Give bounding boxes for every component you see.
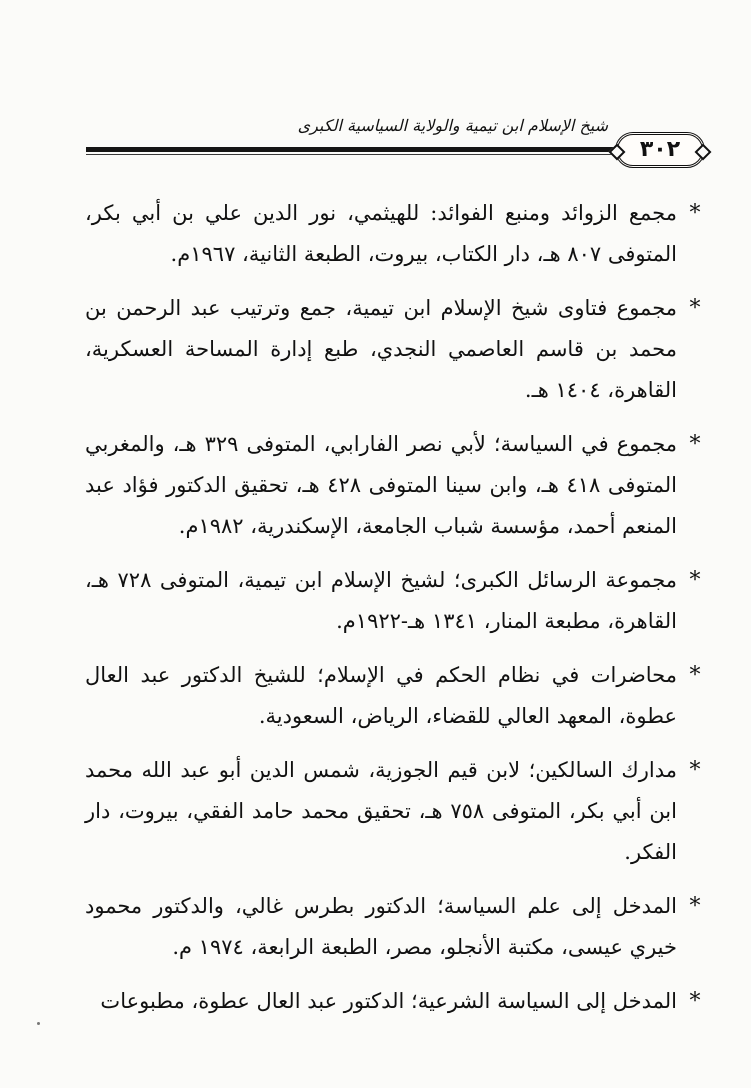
asterisk-icon: * <box>689 989 701 1014</box>
entry-text: مدارك السالكين؛ لابن قيم الجوزية، شمس الدين أبو عبد الله محمد ابن أبي بكر، المتوفى ٧٥٨ هـ، تحقيق محمد حامد الفقي، بيروت، دار الفكر. <box>85 758 677 864</box>
entry-text: مجموع فتاوى شيخ الإسلام ابن تيمية، جمع وترتيب عبد الرحمن بن محمد بن قاسم العاصمي النجدي، طبع إدارة المساحة العسكرية، القاهرة، ١٤٠٤ هـ. <box>85 296 677 402</box>
entry-text: محاضرات في نظام الحكم في الإسلام؛ للشيخ الدكتور عبد العال عطوة، المعهد العالي للقضاء، الرياض، السعودية. <box>85 663 677 728</box>
asterisk-icon: * <box>689 663 701 688</box>
bibliography-entry <box>85 750 705 873</box>
asterisk-icon: * <box>689 758 701 783</box>
running-header <box>86 108 713 178</box>
bibliography-list <box>85 193 705 1035</box>
bibliography-entry <box>85 560 705 642</box>
entry-text: مجموعة الرسائل الكبرى؛ لشيخ الإسلام ابن تيمية، المتوفى ٧٢٨ هـ، القاهرة، مطبعة المنار، ١٣٤١ هـ-١٩٢٢م. <box>85 568 677 633</box>
asterisk-icon: * <box>689 201 701 226</box>
asterisk-icon: * <box>689 296 701 321</box>
header-rule-thin <box>86 154 615 155</box>
entry-text: مجمع الزوائد ومنبع الفوائد: للهيثمي، نور الدين علي بن أبي بكر، المتوفى ٨٠٧ هـ، دار الكتاب، بيروت، الطبعة الثانية، ١٩٦٧م. <box>85 201 677 266</box>
page-number: ٣٠٢ <box>615 132 705 168</box>
bibliography-entry <box>85 981 705 1022</box>
bibliography-entry <box>85 288 705 411</box>
bibliography-entry <box>85 193 705 275</box>
bibliography-entry <box>85 424 705 547</box>
asterisk-icon: * <box>689 568 701 593</box>
header-rule-thick <box>86 147 615 152</box>
asterisk-icon: * <box>689 432 701 457</box>
bibliography-entry <box>85 886 705 968</box>
entry-text: مجموع في السياسة؛ لأبي نصر الفارابي، المتوفى ٣٢٩ هـ، والمغربي المتوفى ٤١٨ هـ، وابن سينا المتوفى ٤٢٨ هـ، تحقيق الدكتور فؤاد عبد المنعم أحمد، مؤسسة شباب الجامعة، الإسكندرية، ١٩٨٢م. <box>85 432 678 538</box>
asterisk-icon: * <box>689 894 701 919</box>
entry-text: المدخل إلى السياسة الشرعية؛ الدكتور عبد العال عطوة، مطبوعات <box>100 989 677 1013</box>
entry-text: المدخل إلى علم السياسة؛ الدكتور بطرس غالي، والدكتور محمود خيري عيسى، مكتبة الأنجلو، مصر، الطبعة الرابعة، ١٩٧٤ م. <box>85 894 677 959</box>
running-header-title: شيخ الإسلام ابن تيمية والولاية السياسية الكبرى <box>297 116 608 135</box>
bibliography-entry <box>85 655 705 737</box>
scan-speck <box>37 1022 40 1025</box>
